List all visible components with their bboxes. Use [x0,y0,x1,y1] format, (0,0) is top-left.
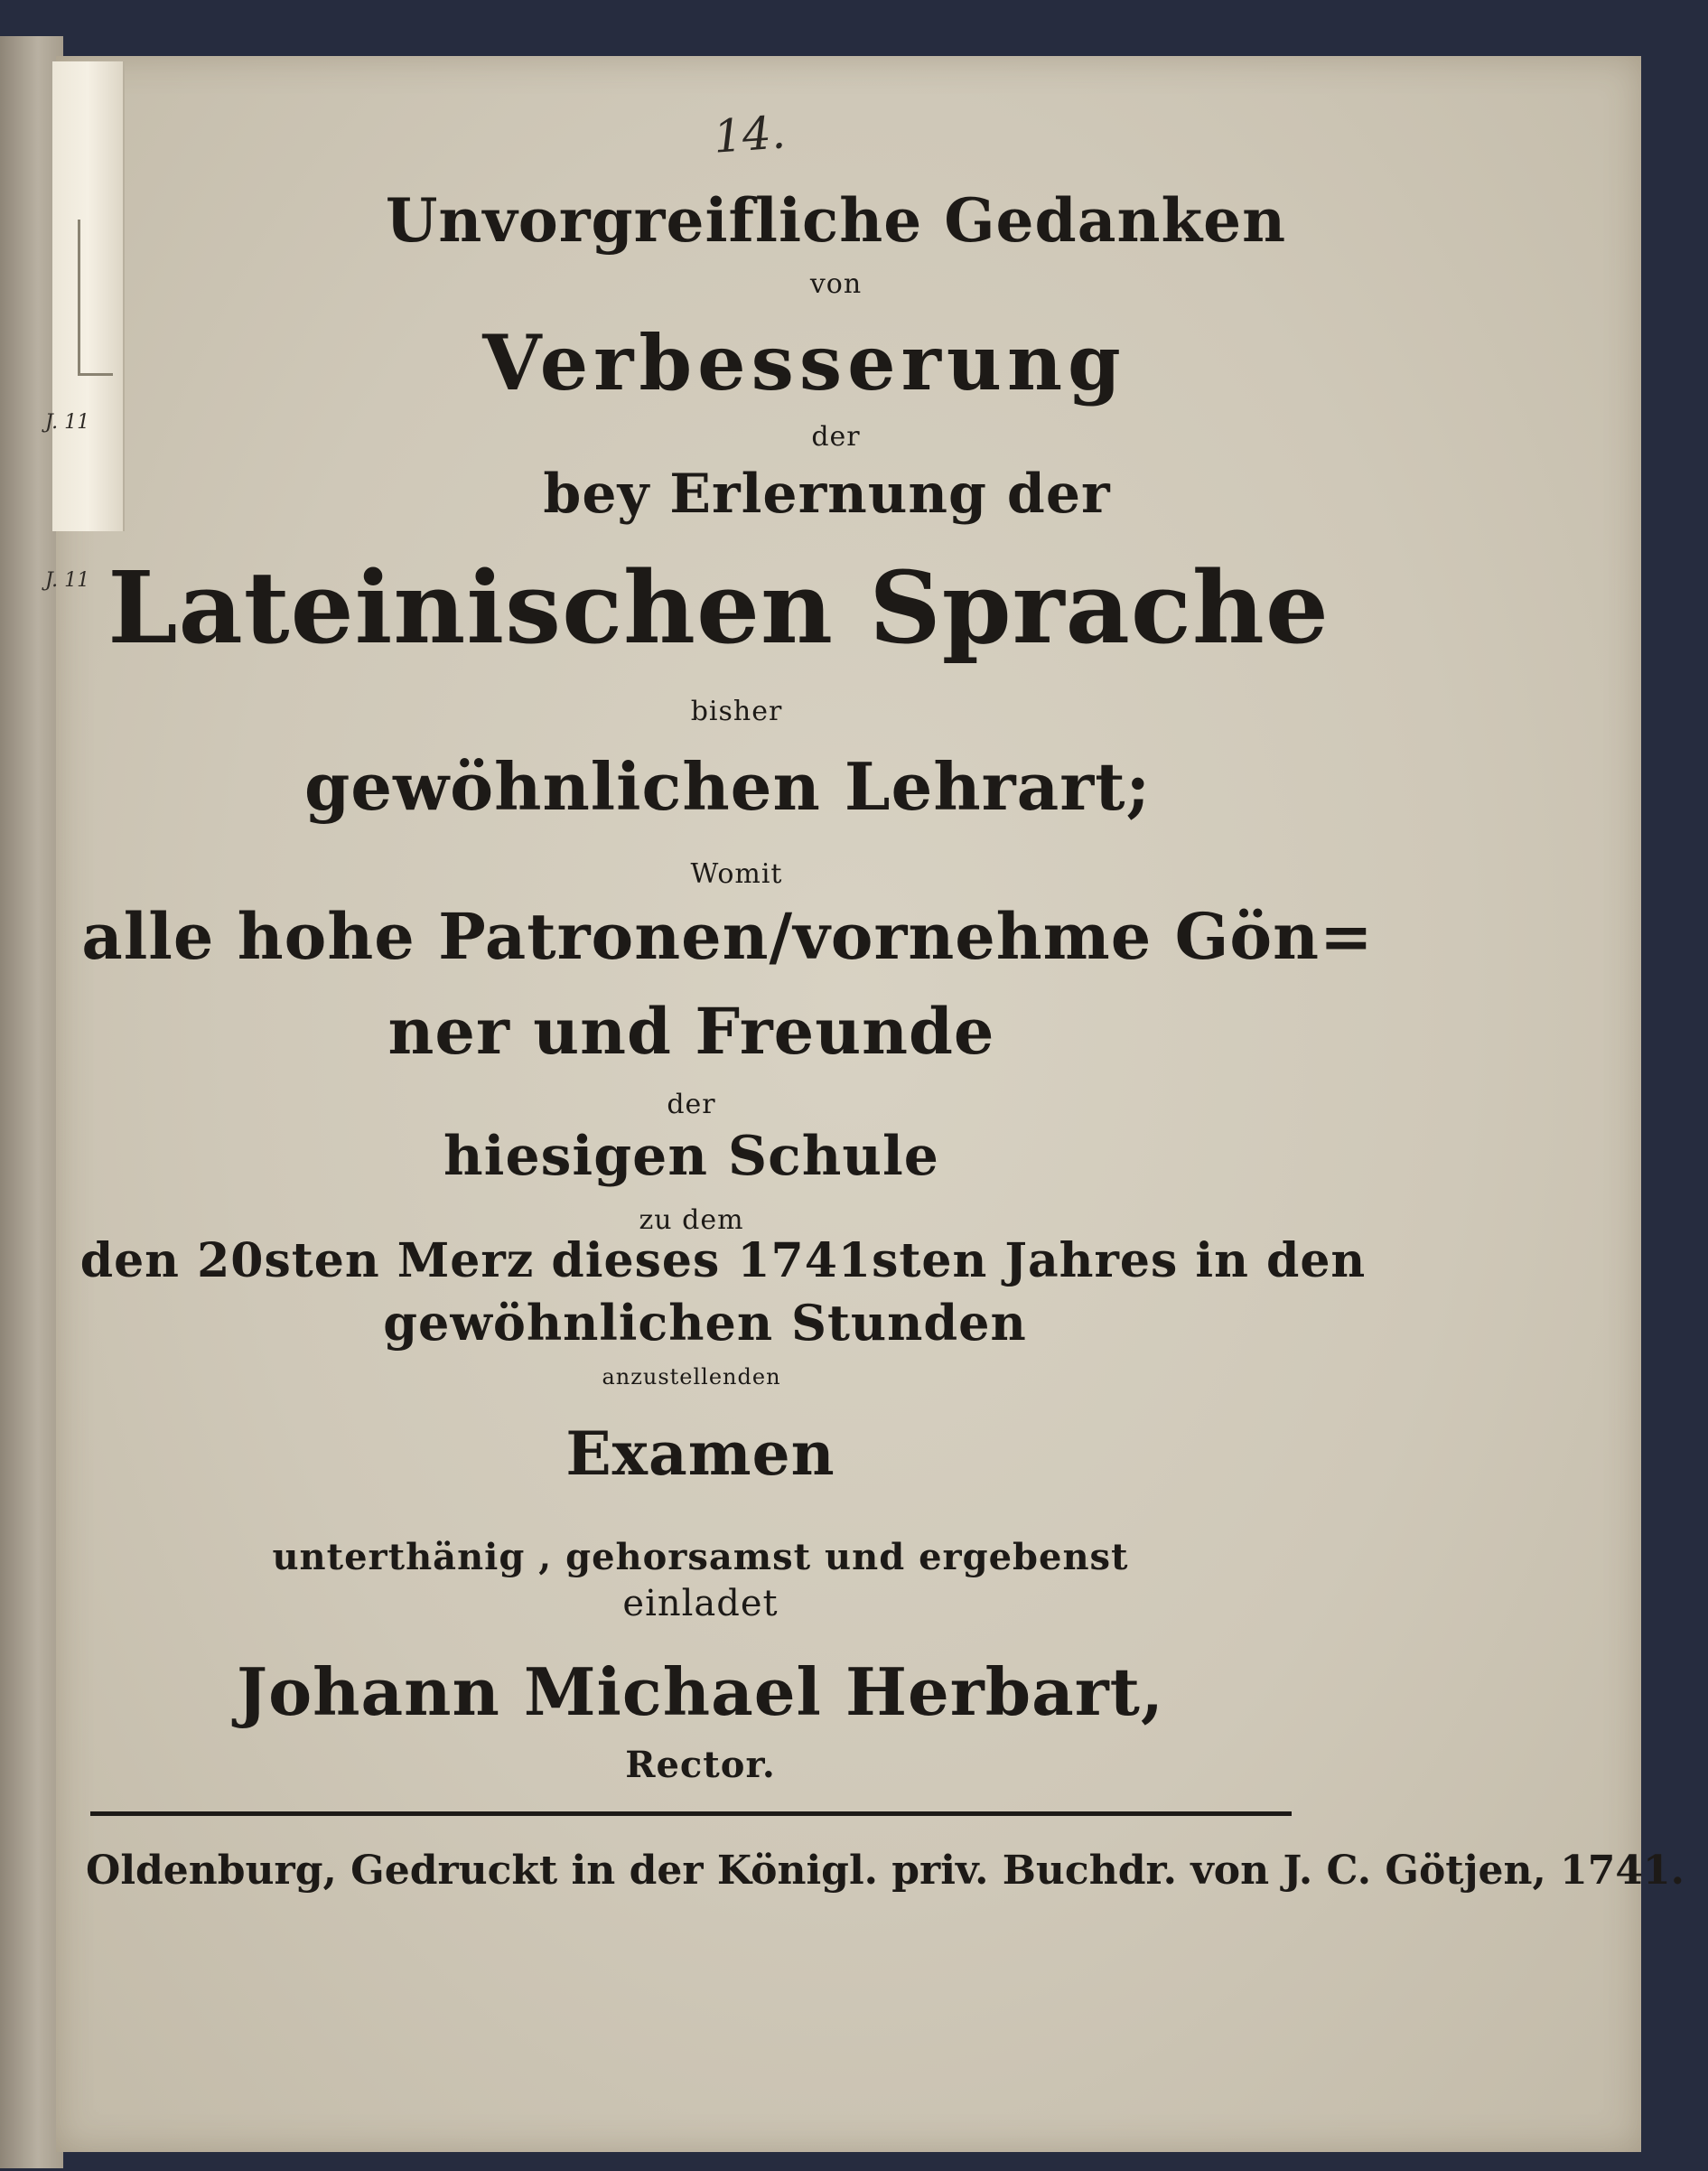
title-line-15: den 20sten Merz dieses 1741sten Jahres in den [79,1233,1367,1288]
title-line-13: hiesigen Schule [443,1125,939,1188]
title-line-12: der [667,1089,716,1120]
title-line-11: ner und Freunde [387,994,995,1069]
title-line-5: bey Erlernung der [543,463,1111,526]
title-line-6: Lateinischen Sprache [107,549,1330,666]
title-line-10: alle hohe Patronen/vornehme Gön= [81,899,1374,974]
imprint-rule [90,1811,1292,1816]
title-line-7: bisher [690,696,783,727]
imprint-line: Oldenburg, Gedruckt in der Königl. priv. Buchdr. von J. C. Götjen, 1741. [86,1848,1685,1894]
title-line-16: gewöhnlichen Stunden [383,1294,1027,1352]
title-line-20: einladet [622,1583,779,1624]
shelfmark-upper: J. 11 [45,411,90,434]
folio-number: 14. [712,106,788,164]
title-line-9: Womit [690,858,783,890]
title-line-19: unterthänig , gehorsamst und ergebenst [272,1536,1129,1578]
title-line-17: anzustellenden [602,1364,781,1390]
title-line-3: Verbesserung [482,318,1126,407]
title-line-8: gewöhnlichen Lehrart; [303,748,1152,825]
title-line-21: Johann Michael Herbart, [237,1653,1164,1730]
shelfmark-lower: J. 11 [45,569,90,592]
title-line-14: zu dem [639,1204,744,1236]
title-line-1: Unvorgreifliche Gedanken [385,185,1287,256]
title-line-2: von [809,268,863,300]
title-line-4: der [811,421,861,453]
title-line-22: Rector. [625,1744,776,1786]
title-line-18: Examen [565,1418,835,1489]
